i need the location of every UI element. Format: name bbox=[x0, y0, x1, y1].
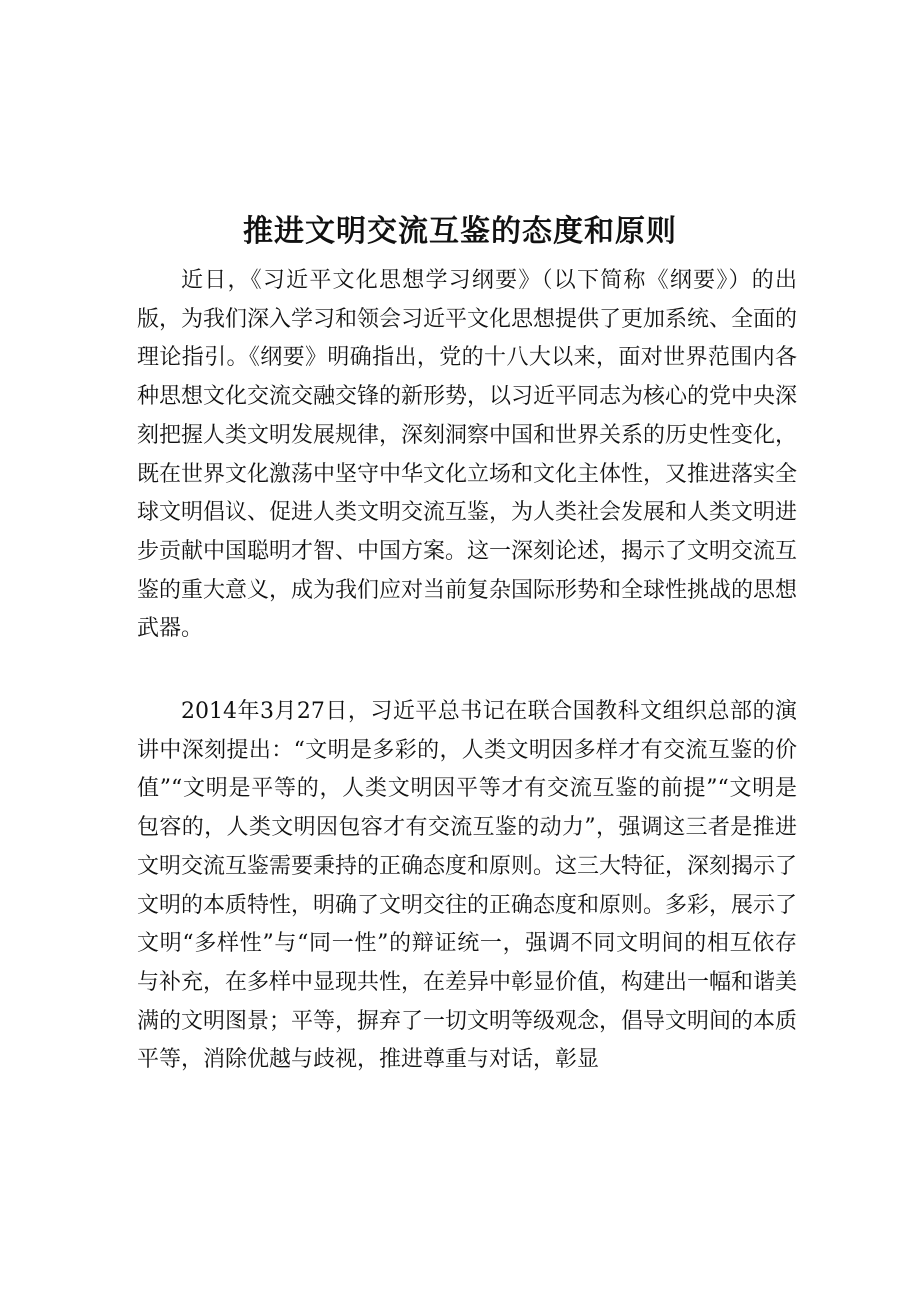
document-title: 推进文明交流互鉴的态度和原则 bbox=[243, 214, 677, 249]
paragraph-1: 近日，《习近平文化思想学习纲要》（以下简称《纲要》）的出版，为我们深入学习和领会习近平文化思想提供了更加系统、全面的理论指引。《纲要》明确指出，党的十八大以来，面对世界范围内各种思想文化交流交融交锋的新形势，以习近平同志为核心的党中央深刻把握人类文明发展规律，深刻洞察中国和世界关系的历史性变化，既在世界文化激荡中坚守中华文化立场和文化主体性，又推进落实全球文明倡议、促进人类文明交流互鉴，为人类社会发展和人类文明进步贡献中国聪明才智、中国方案。这一深刻论述，揭示了文明交流互鉴的重大意义，成为我们应对当前复杂国际形势和全球性挑战的思想武器。 bbox=[137, 268, 798, 642]
paragraph-2: 2014年3月27日，习近平总书记在联合国教科文组织总部的演讲中深刻提出：“文明是多彩的，人类文明因多样才有交流互鉴的价值”“文明是平等的，人类文明因平等才有交流互鉴的前提”“文明是包容的，人类文明因包容才有交流互鉴的动力”，强调这三者是推进文明交流互鉴需要秉持的正确态度和原则。这三大特征，深刻揭示了文明的本质特性，明确了文明交往的正确态度和原则。多彩，展示了文明“多样性”与“同一性”的辩证统一，强调不同文明间的相互依存与补充，在多样中显现共性，在差异中彰显价值，构建出一幅和谐美满的文明图景；平等，摒弃了一切文明等级观念，倡导文明间的本质平等，消除优越与歧视，推进尊重与对话，彰显 bbox=[137, 699, 798, 1073]
